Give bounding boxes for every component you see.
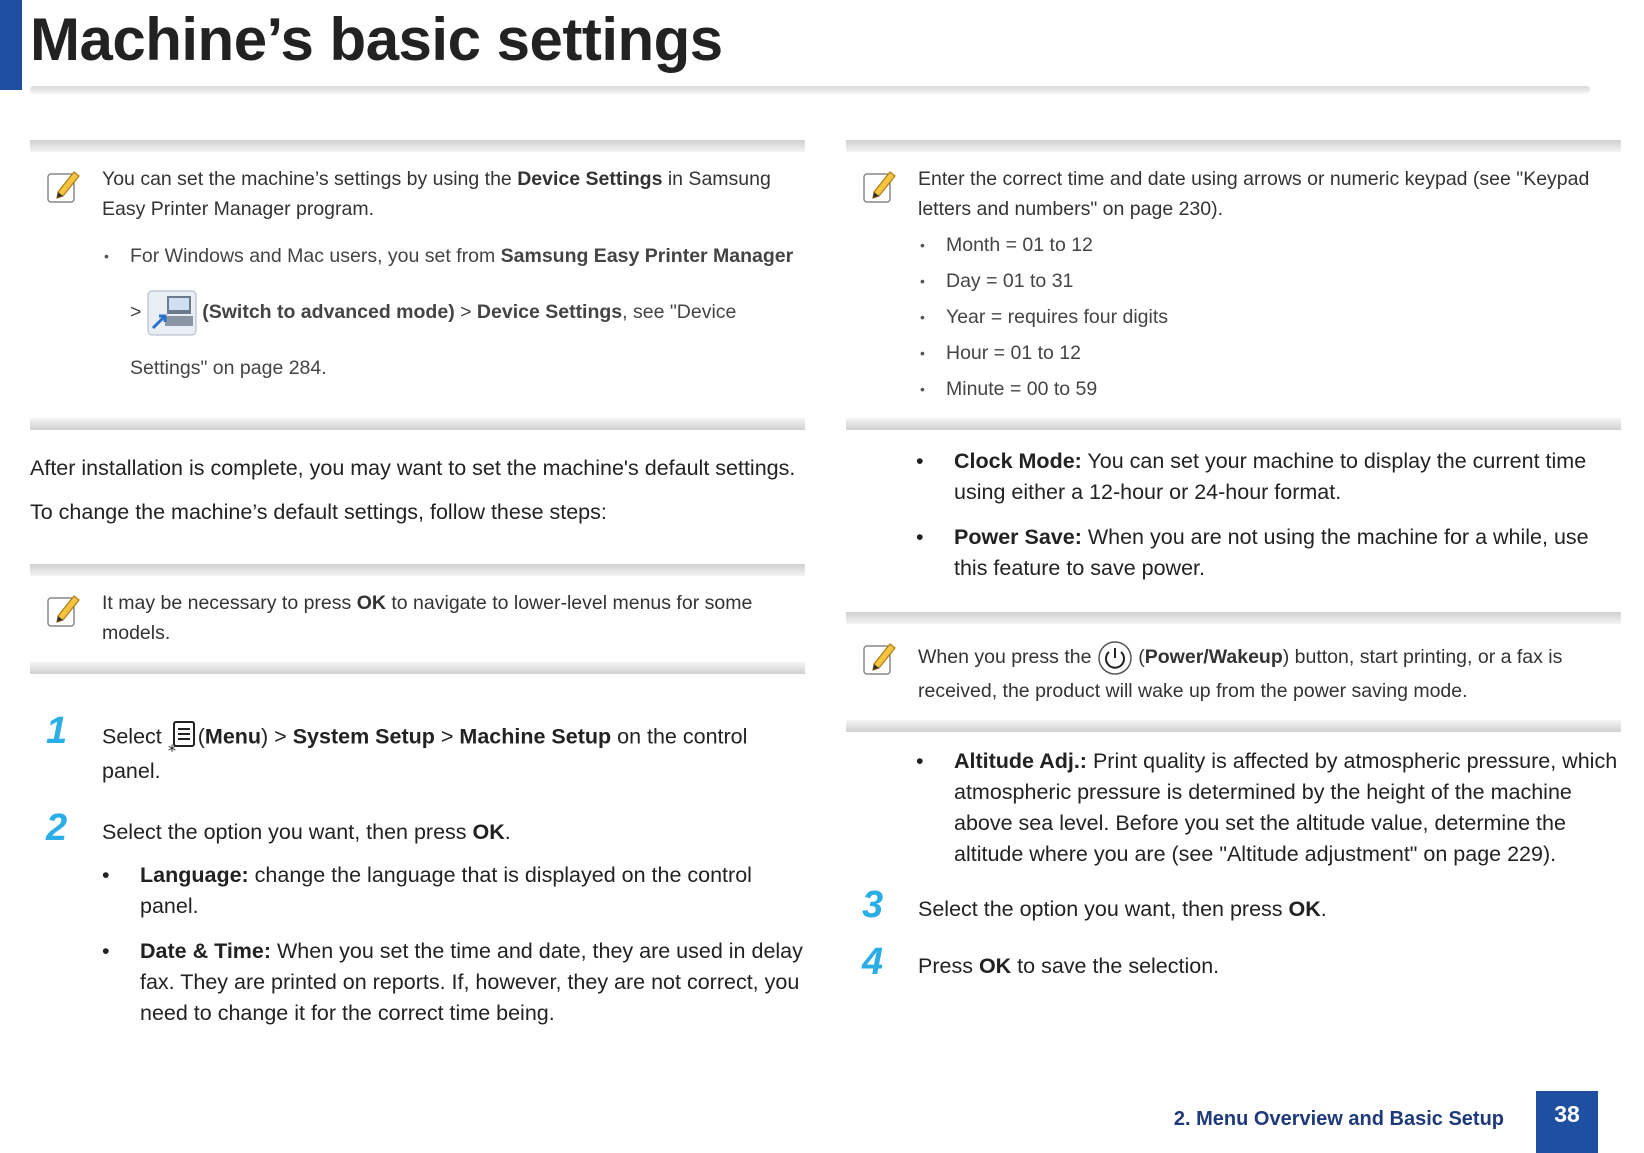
step-3: 3 Select the option you want, then press OK. <box>862 884 1327 926</box>
list-item: • Month = 01 to 12 <box>918 230 1617 260</box>
note-device-settings: You can set the machine’s settings by using the Device Settings in Samsung Easy Printer Manager program. • For Windows and Mac users, you set from Samsung Easy Printer Manager > (Switch to advanced mode) > Device Settings, see "Device Settings" on page 284. <box>30 140 805 430</box>
list-item: • Day = 01 to 31 <box>918 266 1617 296</box>
menu-icon <box>168 720 198 756</box>
power-icon <box>1097 640 1133 676</box>
list-item: • Hour = 01 to 12 <box>918 338 1617 368</box>
altitude-list <box>846 746 1621 870</box>
list-item: • Language: change the language that is displayed on the control panel. <box>102 860 805 922</box>
note-time-date: Enter the correct time and date using arrows or numeric keypad (see "Keypad letters and numbers" on page 230). • Month = 01 to 12 • Day = 01 to 31 • Year = requires four digits • Hour = 01 to 12 • Minute = 00 to 59 <box>846 140 1621 430</box>
pencil-note-icon <box>44 166 84 206</box>
page-title: Machine’s basic settings <box>30 6 723 73</box>
footer-section-label: 2. Menu Overview and Basic Setup <box>1173 1108 1504 1130</box>
step-1: 1 Select * (Menu) > System Setup > Machine Setup on the control panel. <box>46 710 748 783</box>
intro-paragraph: After installation is complete, you may want to set the machine's default settings. <box>30 456 796 480</box>
pencil-note-icon <box>44 590 84 630</box>
list-item: • For Windows and Mac users, you set from Samsung Easy Printer Manager > (Switch to advanced mode) > Device Settings, see "Device Settings" on page 284. <box>102 228 801 396</box>
svg-text:*: * <box>167 741 176 756</box>
step-number: 1 <box>46 710 68 752</box>
note-ok-navigate: It may be necessary to press OK to navigate to lower-level menus for some models. <box>30 564 805 674</box>
page-number: 38 <box>1536 1091 1598 1153</box>
list-item: • Power Save: When you are not using the machine for a while, use this feature to save power. <box>916 522 1621 584</box>
list-item: • Altitude Adj.: Print quality is affected by atmospheric pressure, which atmospheric pressure is determined by the height of the machine above sea level. Before you set the altitude value, determine the altitude where you are (see "Altitude adjustment" on page 229). <box>916 746 1621 870</box>
title-accent-bar <box>0 0 22 90</box>
step-number: 2 <box>46 807 68 849</box>
pencil-note-icon <box>860 638 900 678</box>
step-4: 4 Press OK to save the selection. <box>862 941 1220 983</box>
left-column <box>30 140 805 1043</box>
note-power-wakeup: When you press the (Power/Wakeup) button, start printing, or a fax is received, the product will wake up from the power saving mode. <box>846 612 1621 732</box>
clock-power-list <box>846 446 1621 584</box>
step-number: 3 <box>862 884 884 926</box>
pencil-note-icon <box>860 166 900 206</box>
title-divider <box>30 86 1590 94</box>
list-item: • Date & Time: When you set the time and date, they are used in delay fax. They are printed on reports. If, however, they are not correct, you need to change it for the correct time being. <box>102 936 805 1029</box>
right-column <box>846 140 1621 982</box>
list-item: • Minute = 00 to 59 <box>918 374 1617 404</box>
step-2: 2 Select the option you want, then press OK. • Language: change the language that is displayed on the control panel. • Date & Time: When you set the time and date, they are used in delay fax. They are printed on reports. If, however, they are not correct, you need to change it for the correct time being. <box>30 817 805 1029</box>
intro-steps-text: To change the machine’s default settings, follow these steps: <box>30 500 607 524</box>
setting-options-list <box>102 860 805 1029</box>
list-item: • Year = requires four digits <box>918 302 1617 332</box>
step-number: 4 <box>862 941 884 983</box>
switch-advanced-mode-icon <box>147 290 197 336</box>
list-item: • Clock Mode: You can set your machine to display the current time using either a 12-hour or 24-hour format. <box>916 446 1621 508</box>
